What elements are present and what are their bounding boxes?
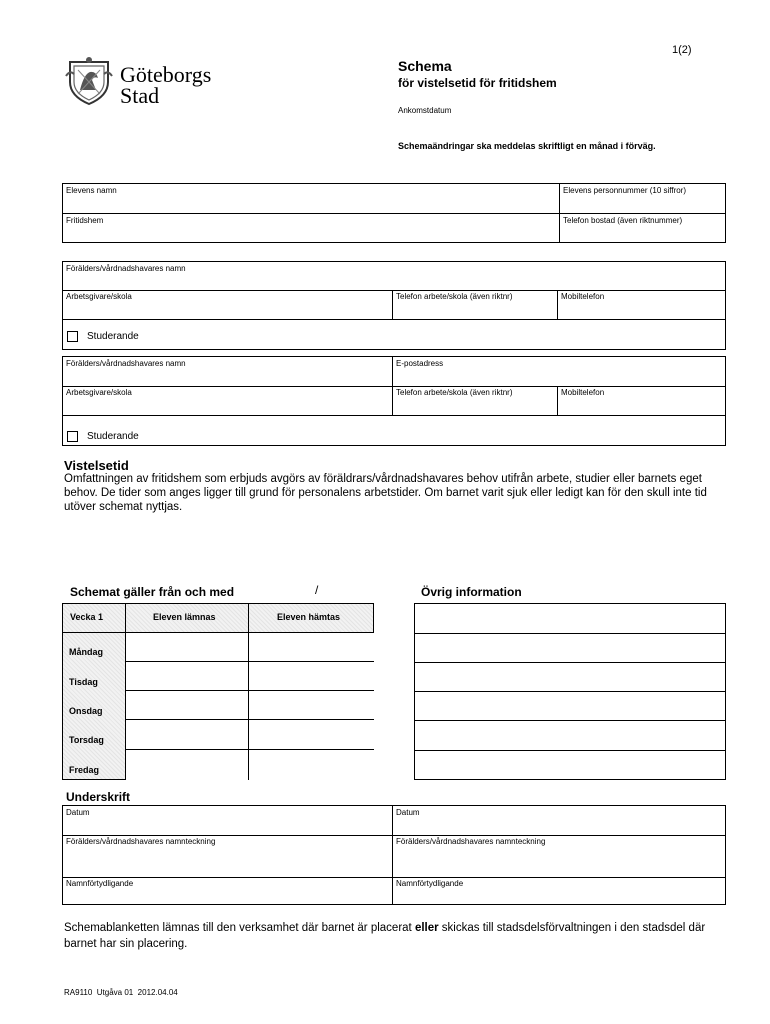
guardian1-employer-field[interactable] (62, 289, 392, 318)
page-number: 1(2) (672, 44, 692, 56)
day-wednesday: Onsdag (69, 706, 103, 716)
guardian2-name-field[interactable] (62, 356, 392, 385)
monday-pick-cell[interactable] (249, 633, 373, 661)
instruction-post: skickas till stadsdelsförvaltningen i den stadsdel där barnet har sin placering. (64, 922, 706, 950)
student-name-label: Elevens namn (66, 186, 117, 195)
guardian1-work-phone-field[interactable] (392, 289, 557, 318)
guardian2-student-checkbox[interactable] (67, 431, 78, 442)
guardian2-email-label: E-postadress (396, 359, 444, 368)
guardian1-mobile-label: Mobiltelefon (561, 292, 605, 301)
header-divider-1 (125, 603, 126, 632)
logo-text-line1: Göteborgs (120, 62, 212, 87)
arrival-date-label: Ankomstdatum (398, 106, 452, 115)
signature-field-2[interactable] (392, 834, 726, 876)
submission-instruction (64, 920, 724, 952)
signature-heading: Underskrift (66, 790, 131, 804)
schedule-date-slash: / (315, 583, 319, 597)
col-drop: Eleven lämnas (153, 612, 216, 622)
student-pnr-field[interactable] (559, 183, 726, 213)
vistelsetid-heading: Vistelsetid (64, 458, 129, 473)
guardian1-employer-label: Arbetsgivare/skola (66, 292, 132, 301)
guardian2-work-phone-label: Telefon arbete/skola (även riktnr) (396, 388, 513, 397)
guardian2-student-label: Studerande (87, 431, 139, 442)
thursday-drop-cell[interactable] (126, 720, 248, 749)
signature-label-1: Förälders/vårdnadshavares namnteckning (66, 837, 216, 846)
guardian2-employer-field[interactable] (62, 385, 392, 414)
print-name-label-2: Namnförtydligande (396, 879, 464, 888)
logo-text-line2: Stad (120, 83, 160, 108)
wednesday-drop-cell[interactable] (126, 691, 248, 719)
col-week: Vecka 1 (70, 612, 104, 622)
other-info-heading: Övrig information (421, 585, 522, 599)
guardian2-mobile-field[interactable] (557, 385, 726, 414)
form-title: Schema (398, 58, 452, 74)
vistelsetid-body: Omfattningen av fritidshem som erbjuds avgörs av föräldrars/vårdnadshavares behov utifrån arbete, studier eller barnets eget behov. De tider som anges ligger till grund för personalens arbetstider. Om barnet varit sjuk eller ledigt kan för den skull inte tid utöver schemat nyttjas. (64, 473, 707, 513)
print-name-field-2[interactable] (392, 876, 726, 905)
signature-field-1[interactable] (62, 834, 392, 876)
home-phone-field[interactable] (559, 213, 726, 243)
tuesday-pick-cell[interactable] (249, 662, 373, 690)
date-field-2[interactable] (392, 805, 726, 834)
student-name-field[interactable] (62, 183, 559, 213)
signature-label-2: Förälders/vårdnadshavares namnteckning (396, 837, 546, 846)
student-pnr-label: Elevens personnummer (10 siffror) (563, 186, 687, 195)
monday-drop-cell[interactable] (126, 633, 248, 661)
guardian1-student-label: Studerande (87, 331, 139, 342)
schedule-heading: Schemat gäller från och med (70, 585, 235, 599)
wednesday-pick-cell[interactable] (249, 691, 373, 719)
form-code: RA9110 Utgåva 01 2012.04.04 (64, 988, 178, 997)
day-tuesday: Tisdag (69, 677, 98, 687)
day-friday: Fredag (69, 765, 100, 775)
fritidshem-label: Fritidshem (66, 216, 104, 225)
form-subtitle: för vistelsetid för fritidshem (398, 76, 557, 90)
col-pick: Eleven hämtas (277, 612, 341, 622)
guardian1-name-field[interactable] (62, 261, 726, 289)
guardian1-mobile-field[interactable] (557, 289, 726, 318)
city-crest-logo (64, 56, 114, 106)
date-label-1: Datum (66, 808, 90, 817)
day-monday: Måndag (69, 647, 104, 657)
guardian1-student-checkbox[interactable] (67, 331, 78, 342)
guardian1-name-label: Förälders/vårdnadshavares namn (66, 264, 186, 273)
guardian2-mobile-label: Mobiltelefon (561, 388, 605, 397)
guardian2-email-field[interactable] (392, 356, 726, 385)
instruction-pre: Schemablanketten lämnas till den verksamhet där barnet är placerat (64, 922, 415, 934)
change-notice: Schemaändringar ska meddelas skriftligt en månad i förväg. (398, 141, 656, 151)
home-phone-label: Telefon bostad (även riktnummer) (563, 216, 683, 225)
header-divider-2 (248, 603, 249, 632)
day-thursday: Torsdag (69, 735, 104, 745)
print-name-field-1[interactable] (62, 876, 392, 905)
friday-pick-cell[interactable] (249, 750, 373, 779)
date-label-2: Datum (396, 808, 420, 817)
guardian1-work-phone-label: Telefon arbete/skola (även riktnr) (396, 292, 513, 301)
fritidshem-field[interactable] (62, 213, 559, 243)
tuesday-drop-cell[interactable] (126, 662, 248, 690)
guardian2-name-label: Förälders/vårdnadshavares namn (66, 359, 186, 368)
guardian2-work-phone-field[interactable] (392, 385, 557, 414)
thursday-pick-cell[interactable] (249, 720, 373, 749)
print-name-label-1: Namnförtydligande (66, 879, 134, 888)
date-field-1[interactable] (62, 805, 392, 834)
guardian2-employer-label: Arbetsgivare/skola (66, 388, 132, 397)
other-info-box[interactable] (414, 603, 726, 780)
friday-drop-cell[interactable] (126, 750, 248, 779)
instruction-bold: eller (414, 922, 439, 934)
